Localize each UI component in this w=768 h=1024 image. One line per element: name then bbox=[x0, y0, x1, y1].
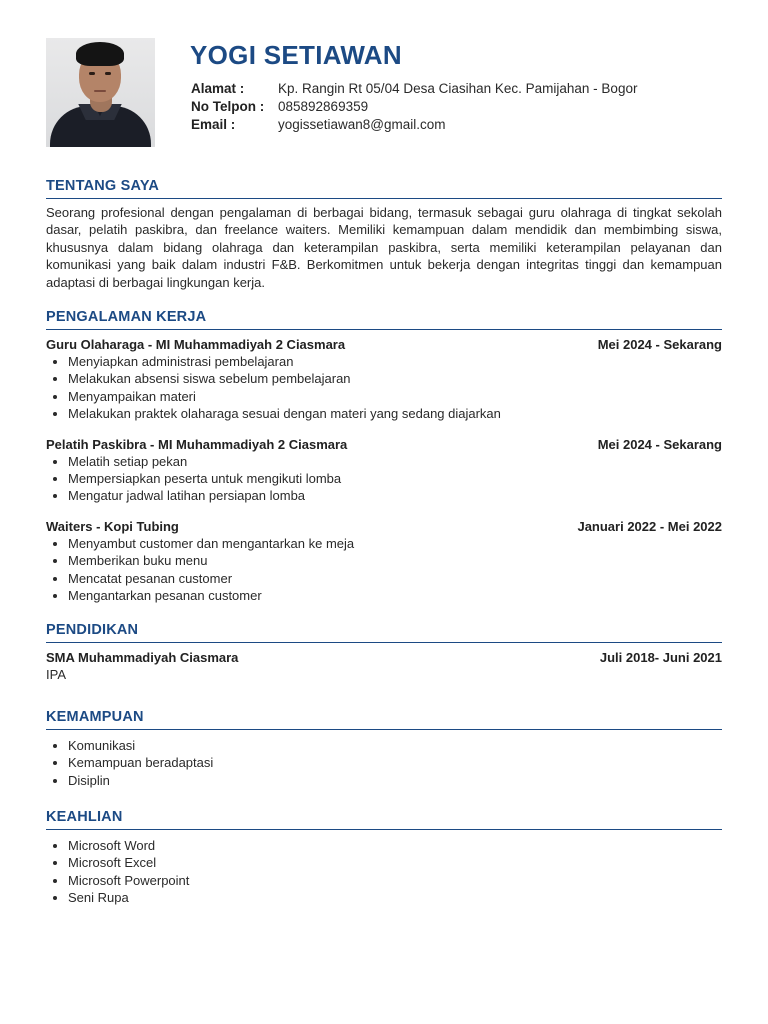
job-entry bbox=[46, 336, 722, 423]
email-row bbox=[191, 116, 637, 134]
phone-value: 085892869359 bbox=[278, 99, 369, 114]
photo-eye-right bbox=[105, 72, 111, 75]
job-entry bbox=[46, 436, 722, 505]
job-title: Waiters - Kopi Tubing bbox=[46, 518, 179, 534]
job-task: • Menyambut customer dan mengantarkan ke meja bbox=[68, 535, 722, 552]
job-task-list bbox=[46, 353, 722, 423]
about-text: Seorang profesional dengan pengalaman di berbagai bidang, termasuk sebagai guru olahraga di tingkat sekolah dasar, pelatih paskibra, dan freelance waiters. Memiliki kemampuan dalam mendidik dan membimbing siswa, khususnya dalam bidang olahraga dan keterampilan paskibra, serta memiliki keterampilan pelayanan dan komunikasi yang baik dalam industri F&B. Berkomitmen untuk bekerja dengan integritas tinggi dan kemampuan adaptasi di berbagai lingkungan kerja. bbox=[46, 205, 722, 290]
skills-heading: KEAHLIAN bbox=[46, 809, 722, 830]
about-section bbox=[46, 178, 722, 291]
address-label: Alamat : bbox=[191, 81, 245, 96]
skills-section bbox=[46, 809, 722, 907]
ability-item: • Disiplin bbox=[68, 772, 722, 789]
experience-section bbox=[46, 309, 722, 604]
education-period: Juli 2018- Juni 2021 bbox=[599, 650, 722, 665]
job-entry bbox=[46, 518, 722, 605]
abilities-list bbox=[46, 737, 722, 789]
job-task: • Menyampaikan materi bbox=[68, 388, 722, 405]
job-period: Mei 2024 - Sekarang bbox=[597, 337, 722, 352]
job-header bbox=[46, 436, 722, 453]
skill-item: • Microsoft Excel bbox=[68, 854, 722, 871]
skills-list bbox=[46, 837, 722, 907]
profile-photo bbox=[46, 38, 155, 147]
job-task-list bbox=[46, 453, 722, 505]
photo-mouth bbox=[94, 90, 106, 92]
phone-label: No Telpon : bbox=[191, 99, 265, 114]
abilities-heading: KEMAMPUAN bbox=[46, 709, 722, 730]
job-header bbox=[46, 336, 722, 353]
job-task-list bbox=[46, 535, 722, 605]
education-section bbox=[46, 622, 722, 684]
job-task: • Melakukan absensi siswa sebelum pembelajaran bbox=[68, 370, 722, 387]
school-name: SMA Muhammadiyah Ciasmara bbox=[46, 650, 239, 665]
email-label: Email : bbox=[191, 117, 236, 132]
skill-item: • Seni Rupa bbox=[68, 889, 722, 906]
phone-row bbox=[191, 98, 637, 116]
address-value: Kp. Rangin Rt 05/04 Desa Ciasihan Kec. Pamijahan - Bogor bbox=[278, 81, 638, 96]
education-major: IPA bbox=[46, 667, 66, 682]
experience-heading: PENGALAMAN KERJA bbox=[46, 309, 722, 330]
ability-item: • Komunikasi bbox=[68, 737, 722, 754]
job-title: Guru Olaharaga - MI Muhammadiyah 2 Ciasmara bbox=[46, 337, 346, 352]
about-heading: TENTANG SAYA bbox=[46, 178, 722, 199]
photo-hair bbox=[76, 42, 124, 66]
skill-item: • Microsoft Powerpoint bbox=[68, 872, 722, 889]
job-header bbox=[46, 518, 722, 535]
job-task: • Mencatat pesanan customer bbox=[68, 570, 722, 587]
abilities-section bbox=[46, 709, 722, 789]
job-task: • Melakukan praktek olaharaga sesuai dengan materi yang sedang diajarkan bbox=[68, 405, 722, 422]
education-heading: PENDIDIKAN bbox=[46, 622, 722, 643]
job-task: • Melatih setiap pekan bbox=[68, 453, 722, 470]
email-value[interactable]: yogissetiawan8@gmail.com bbox=[278, 117, 446, 132]
ability-item: • Kemampuan beradaptasi bbox=[68, 754, 722, 771]
job-task: • Menyiapkan administrasi pembelajaran bbox=[68, 353, 722, 370]
job-title: Pelatih Paskibra - MI Muhammadiyah 2 Ciasmara bbox=[46, 436, 348, 452]
photo-eye-left bbox=[89, 72, 95, 75]
job-period: Januari 2022 - Mei 2022 bbox=[577, 518, 722, 534]
education-header bbox=[46, 649, 722, 666]
candidate-name: YOGI SETIAWAN bbox=[190, 40, 402, 70]
job-period: Mei 2024 - Sekarang bbox=[597, 436, 722, 452]
skill-item: • Microsoft Word bbox=[68, 837, 722, 854]
address-row bbox=[191, 80, 637, 98]
job-task: • Mengatur jadwal latihan persiapan lomba bbox=[68, 487, 722, 504]
contact-info bbox=[191, 80, 637, 134]
job-task: • Mempersiapkan peserta untuk mengikuti lomba bbox=[68, 470, 722, 487]
job-task: • Mengantarkan pesanan customer bbox=[68, 587, 722, 604]
job-task: • Memberikan buku menu bbox=[68, 552, 722, 569]
